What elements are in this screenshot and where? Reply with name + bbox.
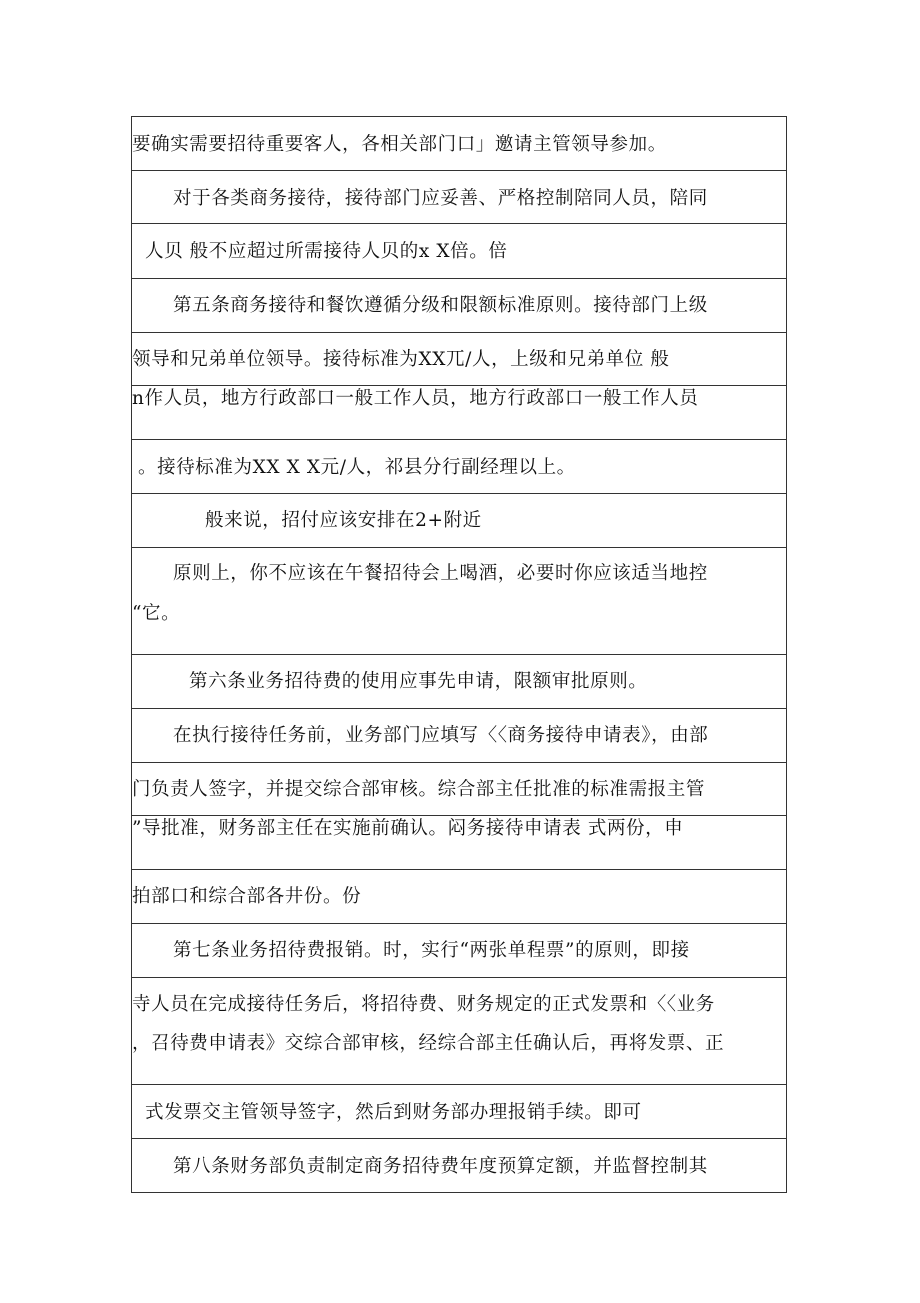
row-divider [132, 869, 786, 870]
row-divider [132, 223, 786, 224]
text-line: 第八条财务部负责制定商务招待费年度预算定额，并监督控制其 [173, 1156, 708, 1177]
text-line: ”导批准，财务部主任在实施前确认。闷务接待申请表 式两份，申 [132, 818, 684, 839]
text-line: 寺人员在完成接待任务后，将招待费、财务规定的正式发票和〈〈业务 [132, 994, 715, 1015]
text-line: 门负责人签字，并提交综合部审核。综合部主任批准的标准需报主管 [132, 779, 706, 800]
text-line: 般来说，招付应该安排在2+附近 [205, 510, 482, 531]
text-line: ，召待费申请表》交综合部审核，经综合部主任确认后，再将发票、正 [132, 1033, 725, 1054]
text-line: 拍部口和综合部各井份。份 [132, 886, 362, 907]
text-line: “它。 [132, 603, 181, 624]
text-line: 在执行接待任务前，业务部门应填写〈〈商务接待申请表》，由部 [173, 725, 709, 746]
row-divider [132, 547, 786, 548]
row-divider [132, 1138, 786, 1139]
text-line: 第六条业务招待费的使用应事先申请，限额审批原则。 [189, 671, 648, 692]
row-divider [132, 977, 786, 978]
row-divider [132, 439, 786, 440]
row-divider [132, 385, 786, 386]
text-line: 式发票交主管领导签字，然后到财务部办理报销手续。即可 [145, 1102, 642, 1123]
text-line: 人贝 般不应超过所需接待人贝的x X倍。倍 [145, 241, 508, 262]
row-divider [132, 762, 786, 763]
text-line: 第七条业务招待费报销。时，实行“两张单程票”的原则，即接 [173, 940, 690, 961]
row-divider [132, 654, 786, 655]
text-line: 要确实需要招待重要客人，各相关部门口」邀请主管领导参加。 [132, 134, 667, 155]
row-divider [132, 170, 786, 171]
text-line: 对于各类商务接待，接待部门应妥善、严格控制陪同人员，陪同 [173, 188, 708, 209]
document-frame [131, 116, 787, 1193]
text-line: 第五条商务接待和餐饮遵循分级和限额标准原则。接待部门上级 [173, 295, 708, 316]
row-divider [132, 1084, 786, 1085]
row-divider [132, 332, 786, 333]
row-divider [132, 923, 786, 924]
text-line: 。接待标准为XX X X元/人，祁县分行副经理以上。 [138, 457, 576, 478]
row-divider [132, 278, 786, 279]
row-divider [132, 708, 786, 709]
text-line: n作人员，地方行政部口一般工作人员，地方行政部口一般工作人员 [132, 388, 699, 409]
row-divider [132, 815, 786, 816]
row-divider [132, 493, 786, 494]
text-line: 原则上，你不应该在午餐招待会上喝酒，必要时你应该适当地控 [173, 563, 708, 584]
text-line: 领导和兄弟单位领导。接待标准为XX兀/人，上级和兄弟单位 般 [132, 349, 670, 370]
